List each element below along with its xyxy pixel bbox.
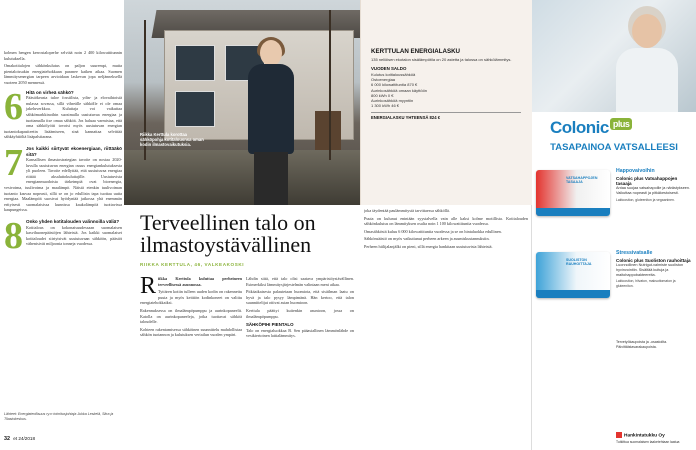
energy-bill-content: [371, 48, 521, 121]
product-name: Colonic plus Vatsahappojen tasaaja: [616, 176, 678, 186]
question-6: [4, 90, 122, 142]
ground-shape: [124, 150, 360, 205]
magazine-issue: et 24/2018: [13, 436, 35, 441]
question-number: 8: [4, 219, 23, 254]
product-text: Antaa suojaa vatsahapoille ja närästykseen. Vaikuttaa nopeasti ja pitkäkestoisesti.: [616, 186, 691, 195]
energy-bill-intro: 135 neliöisen ekotalon sisälämpötila on 20 astetta ja talossa on sähkölämmitys.: [371, 57, 512, 63]
manufacturer: [616, 432, 694, 438]
energy-bill-total: ENERGIALASKU YHTEENSÄ 824 €: [371, 112, 521, 121]
house-photo: [124, 0, 360, 205]
woman-body: [616, 48, 678, 112]
photo-caption: Riikka Kerttula korottaa sähköpohja kotitalousnsa oman kodin ilmastovaikutuksia.: [140, 132, 204, 148]
window-shape: [175, 91, 215, 127]
body-paragraph: Omasähköstä kuluu 6 000 kilowattituntia vuodessa ja se on hintaluokka edullinen.: [364, 228, 502, 234]
person-head: [260, 40, 282, 66]
question-heading: Jos kaikki siirtyvät ekoenergiaan, riittääkö sitä?: [26, 145, 122, 157]
intro-paragraph-1: kolmen hengen kerrostaloperhe selviää noin 2 400 kilowattitunnin kulutuksella.: [4, 50, 122, 61]
answer-text: Kotitalous on kokonaisuudessaan suomalaisen kasvihuonepäästöjen lähteistä. Jos kaikki suomalaiset kotitaloudet siirtyisivät uusiutuvaan sähköön, päästöt vähenisivät miljoonia tonneja vuodessa.: [26, 224, 122, 247]
energy-bill-line: 800 kWh 0 €: [371, 92, 394, 98]
person-figure: [246, 40, 296, 205]
product-note: Laktoositon, hiivaton, maksuttomaton ja gluteeniton.: [616, 279, 676, 288]
energy-bill-line: 6 000 kilowattituntia 870 €: [371, 82, 418, 88]
body-paragraph: Perheen hiilijalanjälki on pieni, sillä energia hankitaan uusiutuvista lähteistä.: [364, 243, 493, 249]
brand-logo: [550, 118, 678, 140]
body-paragraph: Tyttären kotiin tulleen uuden kodin on rakennettu puuta ja myös keittiön kodinkoneet on valittu energiatehokkaiksi.: [140, 289, 242, 306]
drop-cap: R: [140, 276, 157, 299]
lead-text: iikka Kerttula kuluttaa perheineen terveellisessä asunnossa.: [158, 276, 242, 287]
energy-bill-line: Ostoenergiaa: [371, 77, 396, 83]
body-paragraph: Puuta on kulunut enintään syystalvella vain alle kaksi kolme motillista. Kotitalouden sähkönkulutus on lämmityksen osalta noin 1 100 kilowattituntia vuodessa.: [364, 215, 528, 227]
ad-section-acid: [616, 168, 694, 202]
body-column-1: [140, 276, 242, 426]
section-title: Happovaivoihin: [616, 168, 655, 174]
energy-bill-section: VUODEN SALDO: [371, 66, 407, 72]
product-pack-1: [536, 170, 610, 216]
maker-tagline: Tutkittua suomalaisen laaketehtaan laatua: [616, 440, 680, 444]
question-number: 7: [4, 145, 23, 184]
body-paragraph: Kerttula päättyi kuitenkin asuntoon, jossa on ilmalämpöpumppu.: [246, 307, 354, 319]
body-paragraph: Pitkäaikaisesta palautetaan huomiota, että sisäilman laatu on hyvä ja talo pysyy lämpimänä. Hän kertoo, että talon suunnittelijat ottivat asian huomioon.: [246, 289, 354, 306]
pack-label: SUOLISTON RAUHOITTAJA: [566, 258, 592, 266]
energy-bill-line: Kulutus kotitaloussähköä: [371, 72, 416, 77]
brand-name: Colonic: [550, 118, 609, 137]
body-paragraph: Sähkönsäästö on myös vaikuttanut perheen arkeen ja asumiskustannuksiin.: [364, 236, 490, 242]
question-7: [4, 146, 122, 215]
pack-stripe: [536, 290, 610, 298]
page-footer: [4, 436, 35, 442]
energy-bill-title: KERTTULAN ENERGIALASKU: [371, 48, 461, 55]
intro-paragraph-2: Omakotitalojen sähkönkulutus on paljon suurempi, mutta pientaloissakin energiatehokkaan paranee kaiken aikaa. Suomen lämmitysenergian tarpeen arvioidaan laskevan jopa neljänneksellä vuoteen 2050 mennessä.: [4, 63, 122, 85]
ad-photo: [532, 0, 696, 112]
ad-woman-figure: [616, 6, 678, 112]
question-heading: Onko yhden kotitalouden valinnoilla väliä?: [26, 219, 120, 225]
section-subhead: SÄHKÖPIHI PIENTALO: [246, 322, 294, 328]
product-text: Luonnollinen Nutrigut-valmiste suoliston hyvinvointiin. Sisältää kuituja ja maitohappobakteereita.: [616, 263, 684, 277]
article-byline: RIIKKA KERTTULA, 46, VALKEAKOSKI: [140, 262, 245, 267]
question-heading: Hitä on virheä sähkö?: [26, 89, 74, 95]
brand-plus: plus: [610, 118, 633, 130]
answer-text: Kansallisen ilmastostrategian tavoite on nostaa 2020-luvulla uusiutuvan energian osuus energiankulutuksesta yli puoleen. Tavoite edellyttää, että uusiutuvaa energiaa riittää aksaluttokuluttajille. Uusiutuvista energianmuodoista tärkeimpiä ovat bioenergia, vesivoima, tuulivoima ja maalämpö. Näistä etenkin tuulivoiman tuotanto kasvaa nopeasti, sillä se on jo edullisin tapa tuottaa uutta energiaa. Maalämpöä suosivat hyödyntää jatkossa yhä enemmän erityisesti suomalaisissa kunnissa kaukolämpöä tuottavissa kaupungeissa.: [4, 157, 122, 213]
body-paragraph: Kohteen rakentamisessa sähköinen suunnittelu mahdollistaa sähkön tuotannon ja kulutuksen vertailun vuoden ympäri.: [140, 326, 242, 338]
section-title: Stressivatsalle: [616, 250, 653, 256]
article-headline: Terveellinen talo on ilmastoystävällinen: [140, 210, 316, 257]
woman-face: [632, 14, 662, 48]
body-paragraph: Talo on energialuokkaa B. Sen pääasiallinen lämmönlähde on vesikiertoinen lattialämmitys.: [246, 327, 354, 339]
ad-tagline: TASAPAINOA VATSALLEESI: [550, 142, 678, 153]
answer-text: Päästökeasta tuloe fossiilista, ydin- ja elovaihtoisiä nulassa sovassa, sillä vihreälle sähkölle ei ole omaa jakeluverkkoa. Kuluttaja voi vaikuttaa sähkömarkkinoihin suosimalla uusiutuvaa energiaa ja tuottamalla itse omaa sähköä. Jos haluaa varmistaa, että oma sähkölyöiti tovotsi myös uusiutuvan energian tuotantokapasiteetin lisäämiseen, sinä kannattaa selvittää sähkäyhtiöltä lisäpalstiarana.: [4, 95, 122, 140]
body-column-3: [364, 208, 528, 433]
page-number: 32: [4, 436, 10, 442]
product-note: Laktoositon, gluteeniton ja vegaaninen.: [616, 197, 675, 202]
energy-bill-box: [360, 0, 532, 205]
body-paragraph: joka täydentää paulämmitystä tarvittaessa sähköllä.: [364, 208, 450, 213]
ad-section-stress: [616, 250, 694, 288]
body-column-2: [246, 276, 354, 426]
pack-stripe: [536, 208, 610, 216]
person-coat: [248, 64, 294, 154]
energy-bill-line: Aurinkosähköä myyntiin: [371, 98, 414, 104]
body-paragraph: Rakennuksessa on ilmalämpöpumppu ja aurinkopaneelit. Katolla on aurinkopaneeleja, jotka tuottavat sähköä taloudelle.: [140, 307, 242, 325]
availability-note: Tervetyökaupoista ja -osastoilta. Päivittäistavarakaupoista.: [616, 340, 668, 349]
maker-name: Hankintatukku Oy: [624, 433, 665, 439]
body-paragraph: Lähdin siitä, että talo olisi saatava ympäristöystävällinen. Esimerkiksi lämmitysjärjestelmän valintaan meni aikaa.: [246, 276, 354, 287]
question-8: [4, 219, 122, 253]
advertisement-page: [532, 0, 696, 450]
person-legs: [254, 152, 288, 205]
tree-trunk: [329, 10, 331, 160]
sources-caption: Lähteet: Energiateollisuus ry:n toimitusjohtaja Jukka Leskelä, Sitra ja Tilastokeskus.: [4, 412, 114, 421]
energy-bill-line: 1 300 kWh 46 €: [371, 103, 400, 109]
energy-bill-line: Aurinkosähköä omaan käyttöön: [371, 87, 428, 93]
product-pack-2: [536, 252, 610, 298]
maker-logo-icon: [616, 432, 622, 438]
faq-column: [4, 50, 122, 430]
question-number: 6: [4, 89, 23, 128]
pack-label: VATSAHAPPOJEN TASAAJA: [566, 176, 598, 184]
window-shape: [175, 45, 215, 81]
product-name: Colonic plus Suoliston rauhoittaja: [616, 258, 691, 263]
